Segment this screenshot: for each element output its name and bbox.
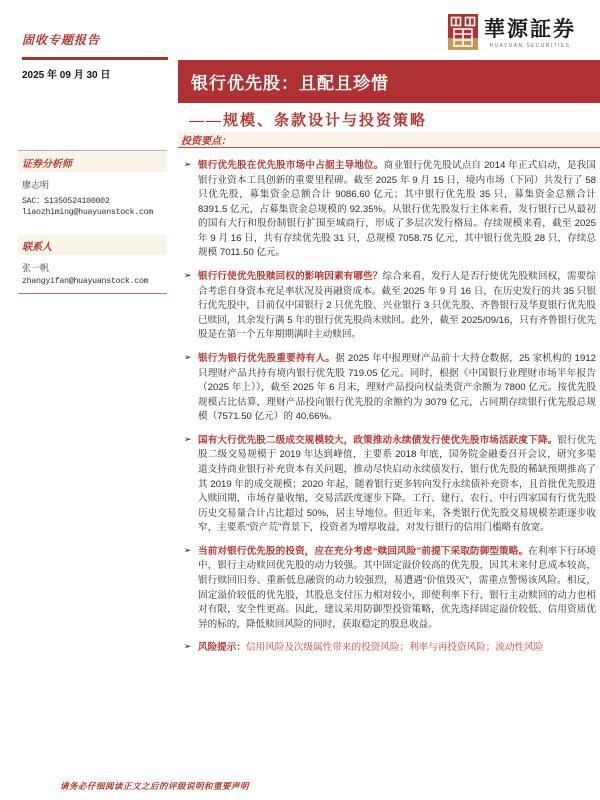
report-subtitle: ——规模、条款设计与投资策略 (189, 113, 428, 129)
analyst-name: 廖志明 (22, 180, 50, 190)
keypoint-body: 据 2025 年中报理财产品前十大持仓数据，25 家机构的 1912 只理财产品共持有境内银行优先股 719.05 亿元。同时，根据《中国银行业理财市场半年报告（2025 年上）》，截至 2025 年 6 月末，理财产品投向权益类资产余额为 7800 亿元。按优先股规模占比估算，理财产品投向银行优先股的余额约为 3079 亿元，占同期存续银行优先股总规模（7571.50 亿元）的 40.66%。 (198, 352, 596, 423)
sidebar-spacer (18, 218, 167, 234)
keypoint-text (198, 159, 596, 261)
bullet-arrow-icon: ➢ (184, 159, 192, 169)
keypoint-body: 在利率下行环境中，银行主动赎回优先股的动力较强。其中固定溢价较高的优先股，因其未来付息成本较高，银行赎回旧券、重新低息融资的动力较强烈，易遭遇“价值毁灭”，需重点警惕该风险。相反，固定溢价较低的优先股，其股息支付压力相对较小，即使利率下行，银行主动赎回的动力也相对有限，安全性更高。因此，建议采用防御型投资策略，优先选择固定溢价较低、信用资质优异的标的，降低赎回风险的同时，获取稳定的股息收益。 (198, 545, 597, 630)
bullet-arrow-icon: ➢ (184, 270, 192, 281)
brand-logo (448, 14, 576, 50)
bullet-arrow-icon: ➢ (184, 433, 192, 444)
keypoint-body: 综合来看，发行人是否行使优先股赎回权，需要综合考虑自身资本充足率状况及再融资成本。截至 2025 年 9 月 16 日，在历史发行的共 35 只银行优先股中，目前仅中国银行 2 只优先股、兴业银行 3 只优先股、齐鲁银行及华夏银行优先股已赎回，其余发行满 5 年的银行优先股尚未赎回。此外，截至 2025/09/16，只有齐鲁银行优先股是在第一个五年期期满时主动赎回。 (198, 271, 597, 341)
analyst-email-link[interactable]: liaozhiming@huayuanstock.com (22, 208, 154, 217)
keypoint-item (184, 545, 596, 632)
keypoint-text (198, 352, 596, 425)
header-divider (22, 57, 168, 60)
keypoint-item (184, 434, 596, 536)
analyst-sac-number: SAC：S1350524100002 (22, 197, 110, 206)
brand-name-en: HUAYUAN SECURITIES (489, 43, 571, 49)
sidebar-bottom-divider (18, 293, 167, 294)
keypoint-body: 商业银行优先股试点自 2014 年正式启动，是我国银行业资本工具创新的重要里程碑。截至 2025 年 9 月 15 日，境内市场（下同）共发行了 58 只优先股，募集资金总额合计 9086.60 亿元；其中银行优先股 35 只，募集资金总额合计 8391.5 亿元，占募集资金总规模的 92.35%。从银行优先股发行主体来看，发行银行已从最初的国有大行和股份制银行扩围至城商行，形成了多层次发行格局。存续规模来看，截至 2025 年 9 月 16 日，共有存续优先股 31 只，总规模 7058.75 亿元，其中银行优先股 28 只，存续总规模 7011.50 亿元。 (198, 160, 596, 259)
title-banner (178, 60, 600, 103)
keypoint-lead: 银行为银行优先股重要持有人。 (198, 352, 336, 364)
brand-text-block (484, 14, 576, 49)
keypoint-lead: 当前对银行优先股的投资，应在充分考虑“赎回风险”前提下采取防御型策略。 (198, 545, 529, 557)
keypoints-list (184, 159, 596, 665)
contact-section-header: 联系人 (18, 235, 167, 255)
risk-warning-text (198, 641, 596, 656)
report-date: 2025 年 09 月 30 日 (22, 70, 111, 81)
analyst-section-header: 证券分析师 (18, 152, 167, 172)
keypoint-item (184, 270, 596, 343)
contact-name: 张一帆 (22, 263, 50, 273)
bullet-arrow-icon: ➢ (184, 641, 192, 652)
bullet-arrow-icon: ➢ (184, 351, 192, 362)
sidebar (18, 150, 167, 287)
keypoint-text (198, 434, 596, 536)
report-title: 银行优先股：且配且珍惜 (191, 74, 389, 93)
bullet-arrow-icon: ➢ (184, 544, 192, 555)
report-category-label: 固收专题报告 (22, 33, 101, 47)
keypoint-text (198, 545, 596, 632)
risk-warning-item (184, 641, 596, 656)
keypoint-lead: 银行优先股在优先股市场中占据主导地位。 (198, 160, 384, 171)
risk-warning-body: 信用风险及次级属性带来的投资风险；利率与再投资风险；流动性风险 (245, 642, 544, 654)
risk-warning-lead: 风险提示： (198, 642, 246, 654)
huayuan-seal-icon (448, 14, 478, 50)
footer-disclaimer: 请务必仔细阅读正文之后的评级说明和重要声明 (60, 781, 250, 791)
brand-name: 華源証券 (484, 17, 576, 41)
contact-email-link[interactable]: zhangyifan@huayuanstock.com (22, 277, 149, 286)
keypoints-label: 投资要点： (181, 136, 231, 147)
keypoint-lead: 银行行使优先股赎回权的影响因素有哪些？ (198, 271, 383, 283)
keypoint-lead: 国有大行优先股二级成交规模较大，政策推动永续债发行使优先股市场活跃度下降。 (198, 434, 558, 446)
keypoint-body: 银行优先股二级交易规模于 2019 年达到峰值，主要系 2018 年底，国务院金融委召开会议，研究多渠道支持商业银行补充资本有关问题，推动尽快启动永续债发行，银行优先股的稀缺预期推高了其 2019 年的成交规模；2020 年起，随着银行更多转向发行永续债补充资本，且首批优先股进入赎回期，市场存量收缩，交易活跃度逐步下降。工行、建行、农行、中行四家国有行优先股历史交易量合计占比超过 50%，居主导地位。但近年来，各类银行优先股交易规模差距逐步收窄，主要系“资产荒”背景下，投资者为增厚收益，对发行银行的信用门槛略有放宽。 (198, 434, 597, 534)
keypoint-item (184, 352, 596, 425)
keypoint-text (198, 270, 596, 343)
keypoints-header-bar (178, 132, 600, 148)
keypoint-item (184, 159, 596, 261)
